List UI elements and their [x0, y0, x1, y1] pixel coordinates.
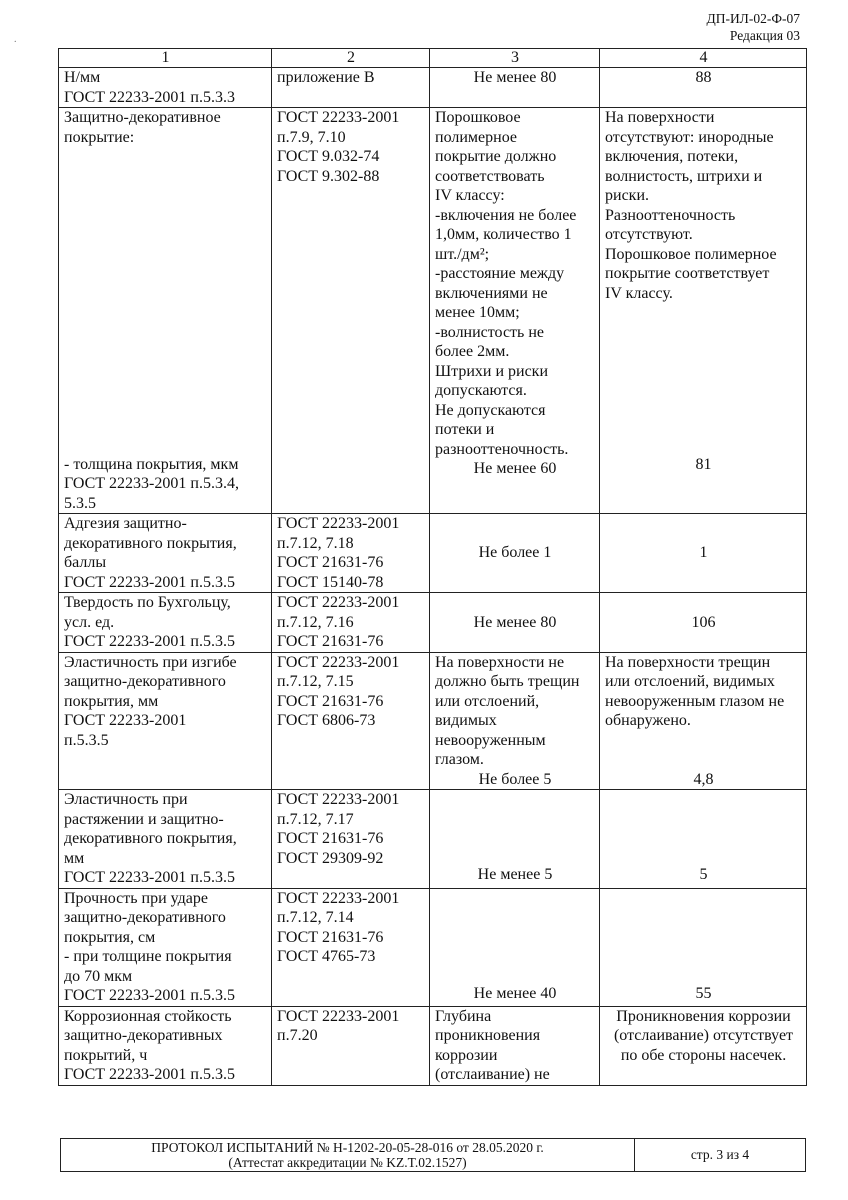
indicator-cell: Эластичность при изгибе защитно-декоративного покрытия, мм ГОСТ 22233-2001 п.5.3.5: [59, 652, 272, 790]
footer-protocol-block: [61, 1139, 635, 1171]
indicator-subitem-text: - толщина покрытия, мкм ГОСТ 22233-2001 п.5.3.4, 5.3.5: [64, 455, 239, 512]
result-value: 81: [695, 455, 712, 473]
result-cell: [600, 888, 807, 1006]
requirement-cell: [430, 652, 600, 790]
result-cell: Проникновения коррозии (отслаивание) отсутствует по обе стороны насечек.: [600, 1006, 807, 1085]
result-cell: 106: [600, 593, 807, 653]
requirement-text: На поверхности не должно быть трещин или отслоений, видимых невооруженным глазом.: [435, 653, 580, 768]
requirement-cell: [430, 888, 600, 1006]
indicator-text: Защитно-декоративное покрытие:: [64, 109, 221, 146]
requirement-cell: Не более 1: [430, 514, 600, 593]
table-row: [59, 514, 807, 593]
result-cell: [600, 652, 807, 790]
method-cell: ГОСТ 22233-2001 п.7.12, 7.15 ГОСТ 21631-76 ГОСТ 6806-73: [272, 652, 430, 790]
requirement-value: Не менее 40: [473, 985, 557, 1002]
method-cell: ГОСТ 22233-2001 п.7.9, 7.10 ГОСТ 9.032-74 ГОСТ 9.302-88: [272, 108, 430, 514]
result-value: 5: [699, 866, 708, 883]
requirement-cell: [430, 790, 600, 889]
table-row: [59, 68, 807, 108]
column-number: 2: [272, 49, 430, 68]
table-row: [59, 652, 807, 790]
result-value: 4,8: [693, 770, 714, 788]
column-number-row: [59, 49, 807, 68]
requirement-value: Не менее 5: [477, 866, 553, 883]
document-code: ДП-ИЛ-02-Ф-07: [706, 11, 800, 26]
method-cell: приложение В: [272, 68, 430, 108]
indicator-cell: Н/мм ГОСТ 22233-2001 п.5.3.3: [59, 68, 272, 108]
result-text: На поверхности трещин или отслоений, видимых невооруженным глазом не обнаружено.: [605, 653, 785, 729]
table-row: [59, 1006, 807, 1085]
indicator-cell: Коррозионная стойкость защитно-декоративных покрытий, ч ГОСТ 22233-2001 п.5.3.5: [59, 1006, 272, 1085]
protocol-title: ПРОТОКОЛ ИСПЫТАНИЙ № Н-1202-20-05-28-016 от 28.05.2020 г.: [151, 1140, 544, 1155]
table-row: [59, 790, 807, 889]
method-cell: ГОСТ 22233-2001 п.7.12, 7.16 ГОСТ 21631-76: [272, 593, 430, 653]
document-code-block: [706, 10, 800, 44]
accreditation-text: (Аттестат аккредитации № KZ.T.02.1527): [228, 1155, 467, 1170]
requirement-value: Не более 5: [478, 770, 552, 788]
method-cell: ГОСТ 22233-2001 п.7.12, 7.18 ГОСТ 21631-76 ГОСТ 15140-78: [272, 514, 430, 593]
column-number: 4: [600, 49, 807, 68]
result-cell: 1: [600, 514, 807, 593]
protocol-footer: [60, 1138, 806, 1172]
requirement-cell: [430, 108, 600, 514]
indicator-cell: Твердость по Бухгольцу, усл. ед. ГОСТ 22233-2001 п.5.3.5: [59, 593, 272, 653]
indicator-cell: Адгезия защитно- декоративного покрытия, баллы ГОСТ 22233-2001 п.5.3.5: [59, 514, 272, 593]
column-number: 1: [59, 49, 272, 68]
result-text: На поверхности отсутствуют: инородные включения, потеки, волнистость, штрихи и риски. Разнооттеночность отсутствуют. Порошковое полимерное покрытие соответствует IV классу.: [605, 109, 777, 302]
document-revision: Редакция 03: [729, 28, 800, 43]
method-cell: ГОСТ 22233-2001 п.7.20: [272, 1006, 430, 1085]
requirement-cell: Не менее 80: [430, 68, 600, 108]
result-value: 55: [695, 985, 712, 1002]
indicator-cell: Прочность при ударе защитно-декоративного покрытия, см - при толщине покрытия до 70 мкм ГОСТ 22233-2001 п.5.3.5: [59, 888, 272, 1006]
indicator-cell: [59, 108, 272, 514]
page-number: стр. 3 из 4: [690, 1147, 750, 1162]
requirement-cell: Глубина проникновения коррозии (отслаивание) не: [430, 1006, 600, 1085]
result-cell: [600, 108, 807, 514]
requirement-cell: Не менее 80: [430, 593, 600, 653]
results-table: [58, 48, 807, 1086]
requirement-value: Не менее 60: [473, 460, 557, 477]
table-row: [59, 593, 807, 653]
indicator-cell: Эластичность при растяжении и защитно- декоративного покрытия, мм ГОСТ 22233-2001 п.5.3.5: [59, 790, 272, 889]
margin-mark: .: [14, 34, 17, 45]
table-row: [59, 888, 807, 1006]
column-number: 3: [430, 49, 600, 68]
table-row: [59, 108, 807, 514]
result-cell: 88: [600, 68, 807, 108]
method-cell: ГОСТ 22233-2001 п.7.12, 7.17 ГОСТ 21631-76 ГОСТ 29309-92: [272, 790, 430, 889]
result-cell: [600, 790, 807, 889]
method-cell: ГОСТ 22233-2001 п.7.12, 7.14 ГОСТ 21631-76 ГОСТ 4765-73: [272, 888, 430, 1006]
requirement-text: Порошковое полимерное покрытие должно соответствовать IV классу: -включения не более 1,0мм, количество 1 шт./дм²; -расстояние между включениями не менее 10мм; -волнистость не более 2мм. Штрихи и риски допускаются. Не допускаются потеки и разнооттеночность.: [435, 109, 577, 458]
